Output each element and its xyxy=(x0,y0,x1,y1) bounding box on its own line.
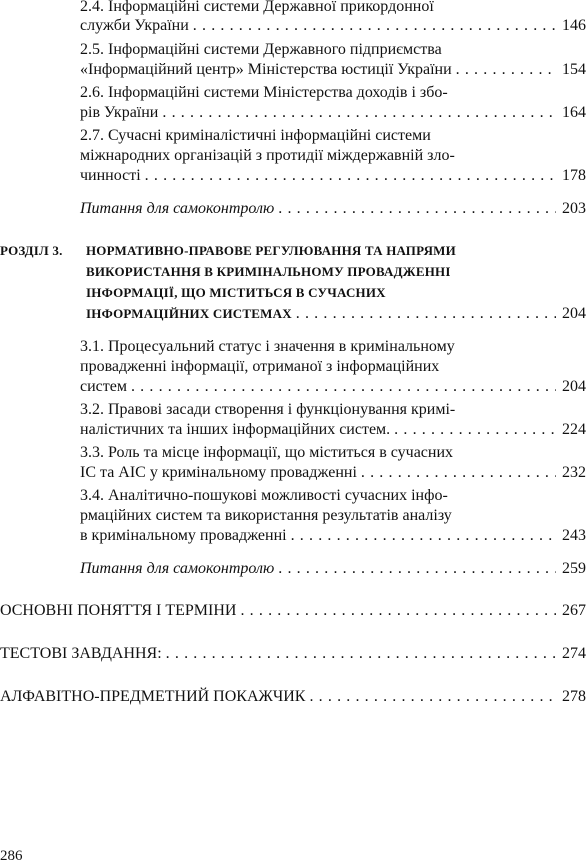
toc-page-number: 178 xyxy=(562,167,586,184)
toc-page-number: 274 xyxy=(562,645,586,662)
dot-leader xyxy=(390,420,556,439)
dot-leader xyxy=(357,463,556,482)
footer-page-number: 286 xyxy=(0,848,23,864)
toc-page-number: 232 xyxy=(562,464,586,481)
toc-entry-2-6 xyxy=(80,103,586,122)
toc-page-number: 204 xyxy=(562,305,586,322)
dot-leader xyxy=(141,166,556,185)
toc-entry-3-2 xyxy=(80,420,586,439)
toc-entry-3-1-line2: провадженні інформації, отриманої з інформаційних xyxy=(80,358,440,375)
toc-entry-text: ОСНОВНІ ПОНЯТТЯ І ТЕРМІНИ xyxy=(0,602,237,619)
toc-entry-2-6-line1: 2.6. Інформаційні системи Міністерства доходів і збо- xyxy=(80,84,448,101)
toc-basic-terms xyxy=(0,601,586,620)
toc-entry-2-4 xyxy=(80,16,586,35)
toc-page-number: 154 xyxy=(562,61,586,78)
toc-entry-text: чинності xyxy=(80,167,141,184)
toc-entry-text: служби України xyxy=(80,17,189,34)
dot-leader xyxy=(274,559,556,578)
toc-self-control-2 xyxy=(80,559,586,578)
toc-entry-2-4-line1: 2.4. Інформаційні системи Державної прикордонної xyxy=(80,0,434,15)
dot-leader xyxy=(287,526,556,545)
toc-page-number: 224 xyxy=(562,421,586,438)
toc-entry-3-1 xyxy=(80,377,586,396)
toc-page-number: 146 xyxy=(562,17,586,34)
dot-leader xyxy=(162,644,556,663)
toc-entry-3-2-line1: 3.2. Правові засади створення і функціонування кримі- xyxy=(80,401,456,418)
toc-entry-text: Питання для самоконтролю xyxy=(80,560,275,577)
chapter-3-title-line2: ВИКОРИСТАННЯ В КРИМІНАЛЬНОМУ ПРОВАДЖЕННІ xyxy=(86,264,451,279)
toc-entry-2-7 xyxy=(80,166,586,185)
dot-leader xyxy=(305,687,556,706)
dot-leader xyxy=(189,16,556,35)
toc-page-number: 259 xyxy=(562,560,586,577)
toc-page-number: 164 xyxy=(562,104,586,121)
toc-page-number: 278 xyxy=(562,688,586,705)
toc-entry-text: ІНФОРМАЦІЙНИХ СИСТЕМАХ xyxy=(86,306,292,321)
toc-entry-text: АЛФАВІТНО-ПРЕДМЕТНИЙ ПОКАЖЧИК xyxy=(0,688,306,705)
chapter-3-title-line4 xyxy=(86,304,586,323)
toc-page-number: 243 xyxy=(562,527,586,544)
dot-leader xyxy=(127,377,556,396)
chapter-3-title-line1: НОРМАТИВНО-ПРАВОВЕ РЕГУЛЮВАННЯ ТА НАПРЯМИ xyxy=(86,243,456,258)
toc-entry-3-4 xyxy=(80,526,586,545)
toc-entry-3-3-line1: 3.3. Роль та місце інформації, що міститься в сучасних xyxy=(80,444,454,461)
toc-entry-text: систем xyxy=(80,378,127,395)
toc-entry-text: «Інформаційний центр» Міністерства юстиції України xyxy=(80,61,452,78)
dot-leader xyxy=(274,199,556,218)
toc-entry-text: ІС та АІС у кримінальному провадженні xyxy=(80,464,357,481)
toc-entry-text: рів України xyxy=(80,104,159,121)
toc-page-number: 204 xyxy=(562,378,586,395)
dot-leader xyxy=(158,103,556,122)
dot-leader xyxy=(236,601,556,620)
dot-leader xyxy=(292,304,556,323)
toc-entry-text: налістичних та інших інформаційних систем. xyxy=(80,421,391,438)
toc-page-number: 203 xyxy=(562,200,586,217)
toc-entry-2-7-line1: 2.7. Сучасні криміналістичні інформаційні системи xyxy=(80,127,431,144)
toc-subject-index xyxy=(0,687,586,706)
toc-entry-text: ТЕСТОВІ ЗАВДАННЯ: xyxy=(0,645,162,662)
toc-entry-3-4-line1: 3.4. Аналітично-пошукові можливості сучасних інфо- xyxy=(80,487,448,504)
toc-entry-2-5 xyxy=(80,60,586,79)
toc-entry-text: в кримінальному провадженні xyxy=(80,527,287,544)
toc-entry-2-5-line1: 2.5. Інформаційні системи Державного підприємства xyxy=(80,41,442,58)
chapter-3-title-line3: ІНФОРМАЦІЇ, ЩО МІСТИТЬСЯ В СУЧАСНИХ xyxy=(86,285,386,300)
toc-entry-3-3 xyxy=(80,463,586,482)
toc-entry-3-4-line2: рмаційних систем та використання результатів аналізу xyxy=(80,507,452,524)
toc-entry-2-7-line2: міжнародних організацій з протидії міждержавній зло- xyxy=(80,147,455,164)
toc-page-number: 267 xyxy=(562,602,586,619)
toc-self-control-1 xyxy=(80,199,586,218)
toc-test-tasks xyxy=(0,644,586,663)
chapter-3-prefix: РОЗДІЛ 3. xyxy=(0,243,63,258)
toc-entry-text: Питання для самоконтролю xyxy=(80,200,275,217)
dot-leader xyxy=(452,60,556,79)
toc-entry-3-1-line1: 3.1. Процесуальний статус і значення в кримінальному xyxy=(80,338,455,355)
